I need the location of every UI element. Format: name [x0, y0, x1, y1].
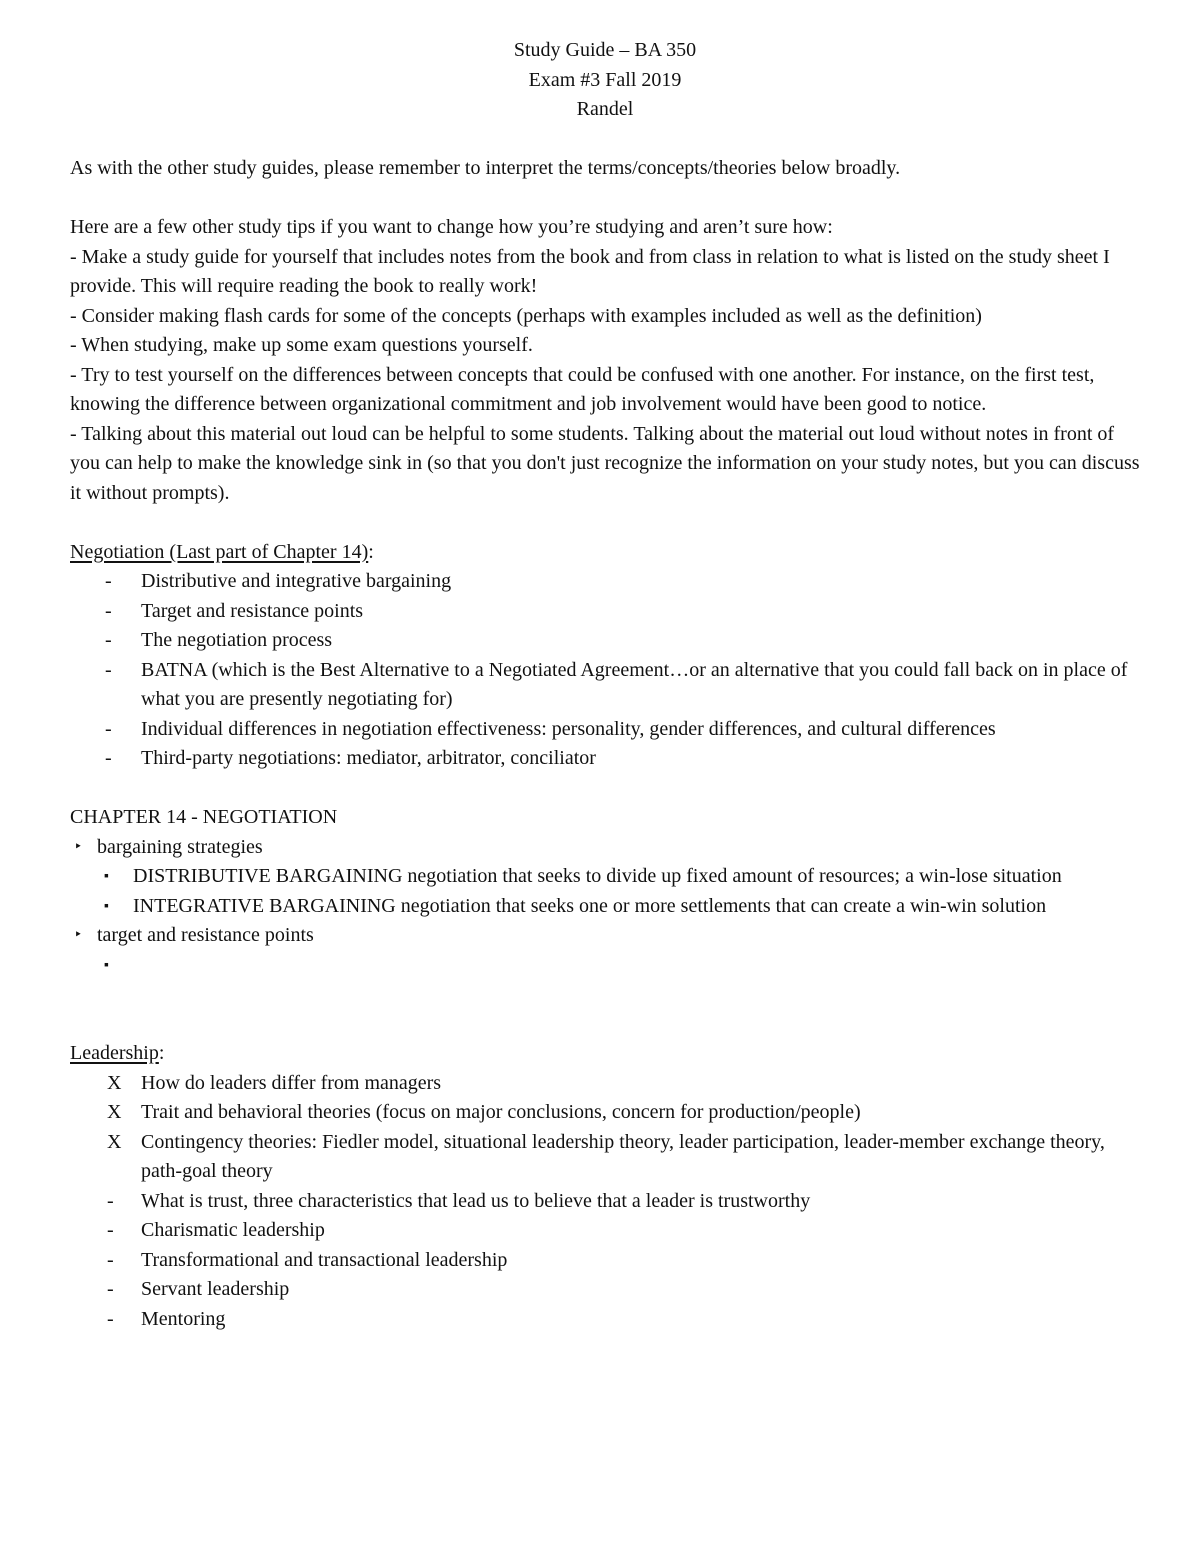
- header-exam: Exam #3 Fall 2019: [528, 68, 682, 91]
- leadership-section: [70, 1039, 1140, 1334]
- list-item: X Contingency theories: Fiedler model, situational leadership theory, leader participation, leader-member exchange theory, path-goal theory: [70, 1128, 1140, 1187]
- square-bullet-icon: ▪: [104, 957, 109, 973]
- square-bullet-icon: ▪: [104, 869, 109, 884]
- sub-list-item: ▪ DISTRIBUTIVE BARGAINING negotiation that seeks to divide up fixed amount of resources; a win-lose situation: [97, 862, 1140, 892]
- dash-marker: -: [105, 599, 112, 622]
- intro-paragraph: As with the other study guides, please remember to interpret the terms/concepts/theories below broadly.: [70, 157, 901, 179]
- list-item: - Target and resistance points: [70, 597, 1140, 627]
- list-item: [70, 833, 1140, 922]
- square-bullet-icon: ▪: [104, 898, 109, 914]
- header-title: Study Guide – BA 350: [513, 39, 697, 61]
- negotiation-list: [70, 567, 1140, 774]
- dash-marker: -: [105, 629, 112, 651]
- list-item: - Servant leadership: [70, 1275, 1140, 1305]
- list-item: - Charismatic leadership: [70, 1216, 1140, 1246]
- section-heading: Negotiation (Last part of Chapter 14):: [70, 540, 374, 563]
- dash-marker: -: [105, 570, 112, 592]
- list-item: X Trait and behavioral theories (focus on major conclusions, concern for production/people): [70, 1098, 1140, 1128]
- dash-marker: -: [105, 747, 112, 769]
- list-item: - Individual differences in negotiation effectiveness: personality, gender differences, and cultural differences: [70, 715, 1140, 745]
- x-marker: X: [107, 1071, 122, 1094]
- dash-marker: -: [105, 658, 112, 681]
- arrow-bullet-icon: ‣: [74, 839, 83, 855]
- chapter14-section: [70, 803, 1140, 980]
- leadership-heading: Leadership: [70, 1042, 159, 1064]
- dash-marker: -: [107, 1278, 114, 1300]
- tip-item: - Talking about this material out loud can be helpful to some students. Talking about the material out loud without notes in front of you can help to make the knowledge sink in (so that you don't just recognize the information on your study notes, but you can discuss it without prompts).: [70, 422, 1140, 504]
- arrow-bullet-icon: ‣: [74, 928, 83, 943]
- list-item: - Distributive and integrative bargaining: [70, 567, 1140, 597]
- x-marker: X: [107, 1130, 122, 1153]
- tip-item: - Try to test yourself on the differences between concepts that could be confused with one another. For instance, on the first test, knowing the difference between organizational commitment and job involvement would have been good to notice.: [70, 363, 1095, 415]
- dash-marker: -: [107, 1189, 114, 1212]
- leadership-list: [70, 1069, 1140, 1335]
- tip-item: - Make a study guide for yourself that includes notes from the book and from class in relation to what is listed on the study sheet I provide. This will require reading the book to really work!: [70, 245, 1110, 297]
- sub-list: [97, 951, 1140, 981]
- dash-marker: -: [107, 1248, 114, 1271]
- list-item: - BATNA (which is the Best Alternative to a Negotiated Agreement…or an alternative that you could fall back on in place of what you are presently negotiating for): [70, 656, 1140, 715]
- tip-item: - Consider making flash cards for some of the concepts (perhaps with examples included as well as the definition): [70, 304, 982, 327]
- bullet-label: bargaining strategies: [97, 835, 263, 858]
- sub-list: [97, 862, 1140, 921]
- study-tips: [70, 213, 1140, 508]
- negotiation-section: [70, 538, 1140, 774]
- dash-marker: -: [105, 717, 112, 740]
- sub-list-item: [97, 951, 1140, 981]
- list-item: - What is trust, three characteristics that lead us to believe that a leader is trustworthy: [70, 1187, 1140, 1217]
- chapter14-list: [70, 833, 1140, 981]
- chapter14-heading: CHAPTER 14 - NEGOTIATION: [70, 806, 338, 828]
- list-item: - Transformational and transactional leadership: [70, 1246, 1140, 1276]
- list-item: - The negotiation process: [70, 626, 1140, 656]
- header-author: Randel: [576, 98, 634, 120]
- dash-marker: -: [107, 1219, 114, 1241]
- negotiation-heading: Negotiation (Last part of Chapter 14): [70, 540, 369, 563]
- section-heading: Leadership:: [70, 1042, 165, 1064]
- list-item: X How do leaders differ from managers: [70, 1069, 1140, 1099]
- tips-lead: Here are a few other study tips if you want to change how you’re studying and aren’t sure how:: [70, 216, 833, 238]
- sub-list-item: ▪ INTEGRATIVE BARGAINING negotiation that seeks one or more settlements that can create a win-win solution: [97, 892, 1140, 922]
- document-header: [70, 36, 1140, 125]
- list-item: [70, 921, 1140, 980]
- document-page: [70, 36, 1140, 1334]
- list-item: - Third-party negotiations: mediator, arbitrator, conciliator: [70, 744, 1140, 774]
- tip-item: - When studying, make up some exam questions yourself.: [70, 334, 533, 356]
- x-marker: X: [107, 1101, 122, 1123]
- bullet-label: target and resistance points: [97, 924, 314, 946]
- dash-marker: -: [107, 1307, 114, 1330]
- list-item: - Mentoring: [70, 1305, 1140, 1335]
